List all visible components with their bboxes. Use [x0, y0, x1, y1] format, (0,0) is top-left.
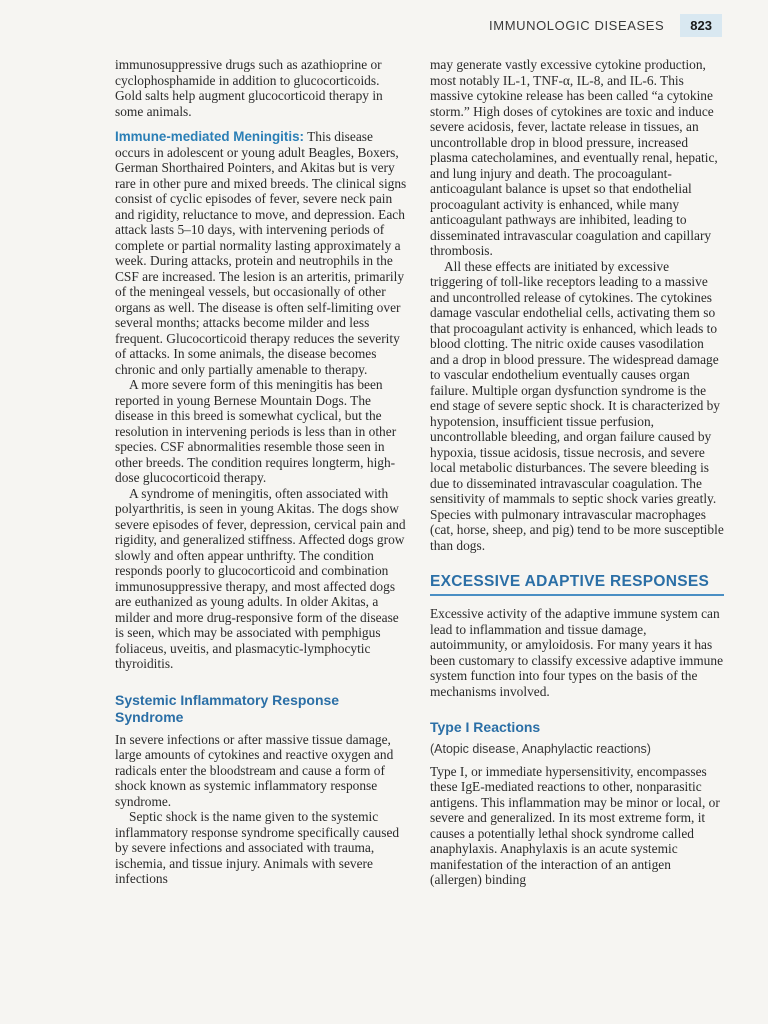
paragraph: may generate vastly excessive cytokine production, most notably IL-1, TNF-α, IL-8, and IL-6. This massive cytokine release has been called “a cytokine storm.” High doses of cytokines are toxic and induce severe acidosis, fever, lactate release in tissues, an uncontrollable drop in blood pressure, increased plasma catecholamines, and eventually renal, hepatic, and lung injury and death. The procoagulant-anticoagulant balance is upset so that endothelial procoagulant activity is enhanced, while many anticoagulant pathways are inhibited, leading to disseminated intravascular coagulation and capillary thrombosis. [430, 57, 718, 258]
paragraph-text: This disease occurs in adolescent or young adult Beagles, Boxers, German Shorthaired Pointers, and Akitas but is very rare in other pure and mixed breeds. The clinical signs consist of cyclic episodes of fever, severe neck pain and rigidity, reluctance to move, and depression. Each attack lasts 5–10 days, with intervening periods of complete or partial normality lasting approximately a week. During attacks, protein and neutrophils in the CSF are increased. The lesion is an arteritis, primarily of the meningeal vessels, but occasionally of other organs as well. The disease is often self-limiting over several months; attacks become milder and less frequent. Glucocorticoid therapy reduces the severity of attacks. In some animals, the disease becomes chronic and only partially amenable to therapy. [115, 129, 407, 377]
paragraph: Type I, or immediate hypersensitivity, encompasses these IgE-mediated reactions to other, nonparasitic antigens. This inflammation may be minor or local, or severe and generalized. In its most extreme form, it causes a potentially lethal shock syndrome called anaphylaxis. Anaphylaxis is an acute systemic manifestation of the interaction of an antigen (allergen) binding [430, 763, 720, 887]
page-number: 823 [680, 14, 722, 37]
sirs-heading: Systemic Inflammatory Response Syndrome [115, 691, 340, 725]
meningitis-heading: Immune-mediated Meningitis: [115, 129, 304, 144]
section-heading: EXCESSIVE ADAPTIVE RESPONSES [430, 573, 710, 590]
right-column [430, 57, 724, 888]
type1-heading: Type I Reactions [430, 719, 541, 735]
paragraph: immunosuppressive drugs such as azathioprine or cyclophosphamide in addition to glucocorticoids. Gold salts help augment glucocorticoid therapy in some animals. [115, 57, 383, 119]
paragraph: All these effects are initiated by excessive triggering of toll-like receptors leading to a massive and uncontrolled release of cytokines. The cytokines damage vascular endothelial cells, activating them so that procoagulant activity is enhanced, which leads to blood clotting. The nitric oxide causes vasodilation and a drop in blood pressure. The widespread damage to vascular endothelium eventually causes organ failure. Multiple organ dysfunction syndrome is the end stage of severe septic shock. It is characterized by hypotension, insufficient tissue perfusion, uncontrollable bleeding, and organ failure caused by hypoxia, tissue acidosis, tissue necrosis, and severe local metabolic disturbances. The severe bleeding is due to disseminated intravascular coagulation. The sensitivity of mammals to septic shock varies greatly. Species with pulmonary intravascular macrophages (cat, horse, sheep, and pig) tend to be more susceptible than dogs. [430, 258, 724, 553]
type1-subtitle: (Atopic disease, Anaphylactic reactions) [430, 742, 651, 756]
meningitis-paragraph [115, 129, 407, 377]
paragraph: A syndrome of meningitis, often associated with polyarthritis, is seen in young Akitas. The dogs show severe episodes of fever, depression, cervical pain and rigidity, and generalized stiffness. Affected dogs grow slowly and often appear unthrifty. The condition responds poorly to glucocorticoid and combination immunosuppressive therapy, and most affected dogs are euthanized as young adults. In older Akitas, a milder and more drug-responsive form of the disease is seen, which may be associated with pemphigus foliaceus, uveitis, and plasmacytic-lymphocytic thyroiditis. [115, 485, 406, 671]
paragraph: In severe infections or after massive tissue damage, large amounts of cytokines and reactive oxygen and radicals enter the bloodstream and cause a form of shock known as systemic inflammatory response syndrome. [115, 731, 394, 809]
running-title: IMMUNOLOGIC DISEASES [489, 18, 665, 33]
paragraph: Septic shock is the name given to the systemic inflammatory response syndrome specifically caused by severe infections and associated with trauma, ischemia, and tissue injury. Animals with severe infections [115, 809, 400, 886]
paragraph: A more severe form of this meningitis has been reported in young Bernese Mountain Dogs. The disease in this breed is somewhat cyclical, but the resolution in intervening periods is less than in other species. CSF abnormalities resemble those seen in other breeds. The condition requires longterm, high-dose glucocorticoid therapy. [115, 377, 397, 485]
page-header [489, 14, 722, 37]
paragraph: Excessive activity of the adaptive immune system can lead to inflammation and tissue damage, autoimmunity, or amyloidosis. For many years it has been customary to classify excessive adaptive immune system function into four types on the basis of the mechanisms involved. [430, 606, 724, 699]
left-column [115, 57, 407, 887]
